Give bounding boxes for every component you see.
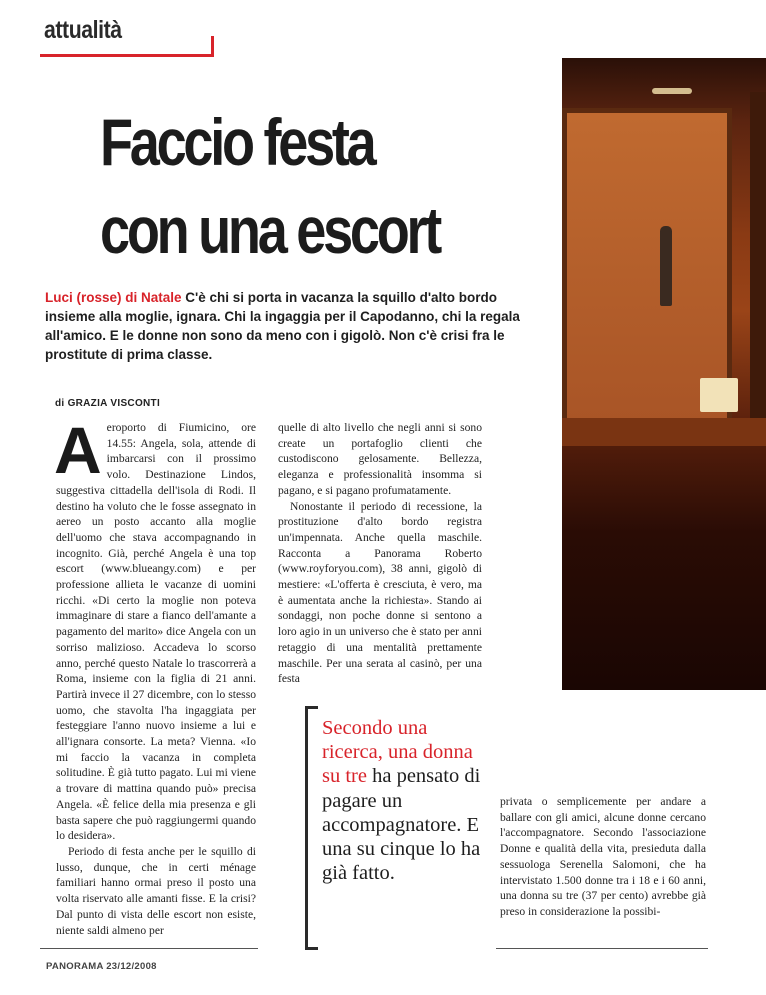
bar-counter — [562, 418, 766, 446]
lead-kicker: Luci (rosse) di Natale — [45, 290, 182, 305]
page-footer: PANORAMA 23/12/2008 — [46, 961, 157, 972]
section-rule-horizontal — [40, 54, 214, 57]
table-lamp — [700, 378, 738, 412]
article-paragraph: Periodo di festa anche per le squillo di lusso, dunque, che in certi ménage familiari hanno ormai preso il posto una volta riservato alle amanti fisse. E la crisi? Dal punto di vista delle escort non esiste, niente saldi almeno per — [56, 844, 256, 937]
article-paragraph: Nonostante il periodo di recessione, la prostituzione d'alto bordo registra un'impennata. Anche quella maschile. Racconta a Panorama Roberto (www.royforyou.com), 38 anni, gigolò di mestiere: «L'offerta è cresciuta, è vero, ma è aumentata anche la richiesta». Stando ai sondaggi, non poche donne si sentono a loro agio in un universo che è stato per anni retaggio di una mentalità prettamente maschile. Per una serata al casinò, per una festa — [278, 499, 482, 686]
headline-line-1: Faccio festa — [100, 105, 374, 179]
wood-pillar — [750, 92, 766, 422]
article-photo — [562, 58, 766, 690]
article-paragraph-text: eroporto di Fiumicino, ore 14.55: Angela, sola, attende di imbarcarsi con il prossimo volo. Destinazione Lindos, suggestiva cittadella dell'isola di Rodi. Il destino ha voluto che le fosse assegnato in aereo un posto accanto alla moglie dell'uomo che stava accompagnando in incognito. Già, perché Angela è una top escort (www.blueangy.com) e per professione allieta le vacanze di uomini ricchi. «Di certo la moglie non poteva immaginare di stare a fianco dell'amante a pagamento del marito» dice Angela con un sorriso malizioso. Accadeva lo scorso anno, perché questo Natale lo trascorrerà a Roma, insieme con la figlia di 21 anni. Partirà invece il 27 dicembre, con lo stesso uomo, che stavolta l'ha ingaggiata per festeggiare l'anno nuovo insieme a lui e all'ignara consorte. La meta? Vienna. «Io mi faccio la vacanza in completa solitudine. È già tutto pagato. Lui mi viene a trovare di mattina quando può» precisa Angela. «È felice della mia presenza e gli basta sapere che può raggiungermi quando lo desidera». — [56, 421, 256, 843]
headline — [100, 98, 570, 274]
drop-cap: A — [54, 413, 102, 487]
lead-text: C'è chi si porta in vacanza la squillo d'alto bordo insieme alla moglie, ignara. Chi la ingaggia per il Capodanno, chi la regala all'amico. E le donne non sono da meno con i gigolò. Non c'è crisi fra le prostitute di prima classe. — [45, 290, 520, 362]
pullquote-red: Secondo una ricerca, una donna su tre — [322, 717, 473, 788]
bottom-rule-right — [496, 948, 708, 949]
section-rule-vertical — [211, 36, 214, 57]
article-paragraph: privata o semplicemente per andare a ballare con gli amici, alcune donne cercano l'accompagnatore. Secondo l'associazione Donne e qualità della vita, presieduta dalla sessuologa Serenella Salomoni, che ha intervistato 1.500 donne tra i 18 e i 60 anni, una donna su tre (37 per cento) avrebbe già preso in considerazione la possibi- — [500, 795, 706, 918]
lead-paragraph — [45, 288, 545, 364]
section-label: attualità — [44, 16, 122, 44]
article-paragraph — [54, 413, 256, 844]
pullquote-dark: ha pensato di pagare un accompagnatore. E una su cinque lo ha già fatto. — [322, 765, 481, 885]
lamp-glow — [652, 88, 692, 94]
bottom-rule-left — [40, 948, 258, 949]
article-column-1 — [54, 413, 256, 938]
article-column-3 — [500, 794, 706, 920]
painted-figure — [660, 226, 672, 306]
byline: di GRAZIA VISCONTI — [55, 398, 161, 409]
article-paragraph: quelle di alto livello che negli anni si sono create un portafoglio clienti che custodiscono gelosamente. Bellezza, eleganza e professionalità insomma si pagano, e si pagano profumatamente. — [278, 421, 482, 497]
pullquote — [322, 716, 492, 885]
headline-line-2: con una escort — [100, 193, 440, 267]
article-column-2 — [278, 420, 482, 687]
pullquote-bracket — [305, 706, 318, 950]
